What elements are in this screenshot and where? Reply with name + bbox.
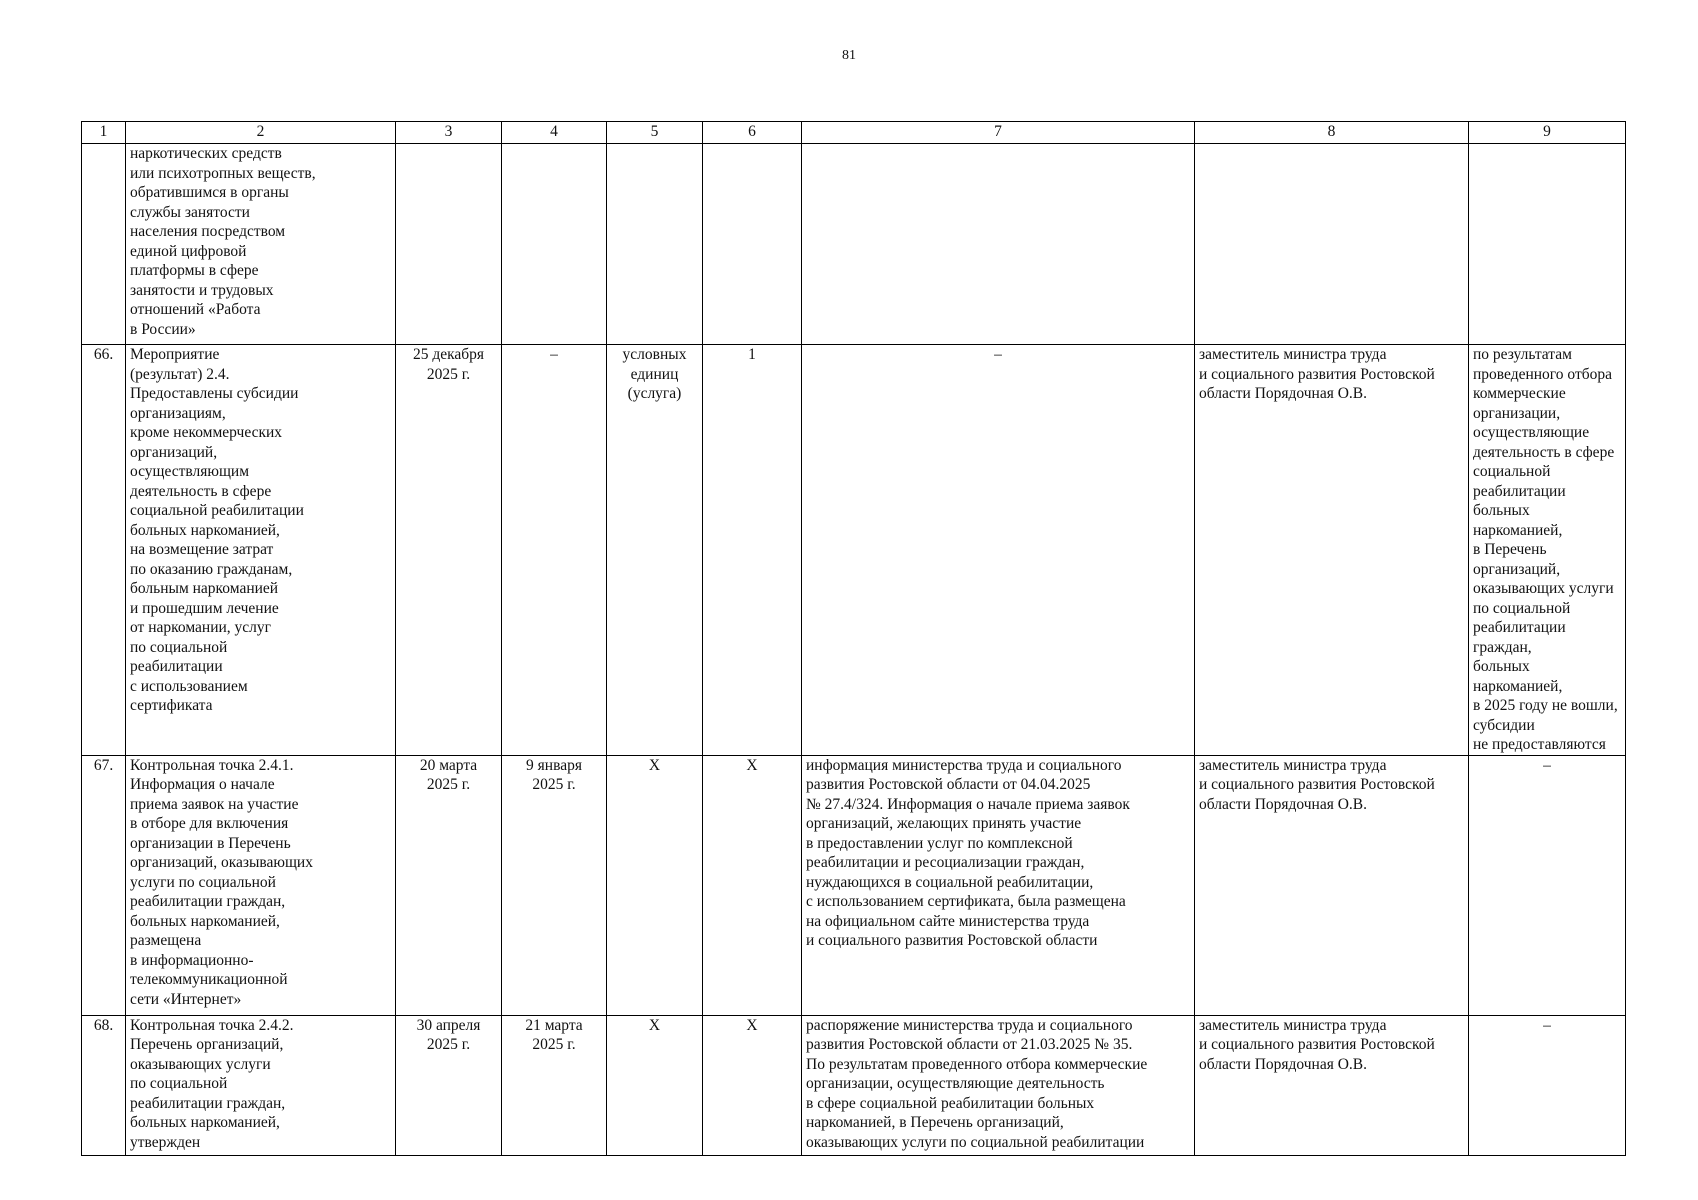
item-name-cell: Контрольная точка 2.4.2. Перечень организаций, оказывающих услуги по социальной реабилитации граждан, больных наркоманией, утвержден — [126, 1015, 396, 1155]
plan-date-cell — [396, 144, 502, 345]
actual-date-cell: 9 января 2025 г. — [502, 755, 607, 1015]
page-number: 81 — [842, 48, 856, 63]
header-cell: 5 — [607, 122, 703, 144]
plan-date-cell: 30 апреля 2025 г. — [396, 1015, 502, 1155]
actual-date-cell — [502, 144, 607, 345]
item-name-cell: Контрольная точка 2.4.1. Информация о начале приема заявок на участие в отборе для включения организации в Перечень организаций, оказывающих услуги по социальной реабилитации граждан, больных наркоманией, размещена в информационно- телекоммуникационной сети «Интернет» — [126, 755, 396, 1015]
note-cell: – — [1469, 1015, 1626, 1155]
header-cell: 2 — [126, 122, 396, 144]
item-name-cell: Мероприятие (результат) 2.4. Предоставлены субсидии организациям, кроме некоммерческих организаций, осуществляющим деятельность в сфере социальной реабилитации больных наркоманией, на возмещение затрат по оказанию гражданам, больным наркоманией и прошедшим лечение от наркомании, услуг по социальной реабилитации с использованием сертификата — [126, 345, 396, 756]
value-cell: X — [703, 755, 802, 1015]
plan-date-cell: 20 марта 2025 г. — [396, 755, 502, 1015]
info-cell: распоряжение министерства труда и социального развития Ростовской области от 21.03.2025 № 35. По результатам проведенного отбора коммерческие организации, осуществляющие деятельность в сфере социальной реабилитации больных наркоманией, в Перечень организаций, оказывающих услуги по социальной реабилитации — [802, 1015, 1195, 1155]
unit-cell: условных единиц (услуга) — [607, 345, 703, 756]
header-cell: 6 — [703, 122, 802, 144]
unit-cell: X — [607, 755, 703, 1015]
note-cell — [1469, 144, 1626, 345]
row-number-cell: 67. — [82, 755, 126, 1015]
plan-table — [81, 121, 1626, 1156]
value-cell: 1 — [703, 345, 802, 756]
header-cell: 8 — [1195, 122, 1469, 144]
unit-cell — [607, 144, 703, 345]
table-row — [82, 144, 1626, 345]
responsible-cell: заместитель министра труда и социального развития Ростовской области Порядочная О.В. — [1195, 345, 1469, 756]
responsible-cell: заместитель министра труда и социального развития Ростовской области Порядочная О.В. — [1195, 755, 1469, 1015]
item-name-cell: наркотических средств или психотропных веществ, обратившимся в органы службы занятости населения посредством единой цифровой платформы в сфере занятости и трудовых отношений «Работа в России» — [126, 144, 396, 345]
row-number-cell: 68. — [82, 1015, 126, 1155]
note-cell: по результатам проведенного отбора коммерческие организации, осуществляющие деятельность в сфере социальной реабилитации больных наркоманией, в Перечень организаций, оказывающих услуги по социальной реабилитации граждан, больных наркоманией, в 2025 году не вошли, субсидии не предоставляются — [1469, 345, 1626, 756]
header-cell: 1 — [82, 122, 126, 144]
header-cell: 4 — [502, 122, 607, 144]
table-row — [82, 1015, 1626, 1155]
row-number-cell — [82, 144, 126, 345]
info-cell: – — [802, 345, 1195, 756]
responsible-cell — [1195, 144, 1469, 345]
info-cell — [802, 144, 1195, 345]
actual-date-cell: – — [502, 345, 607, 756]
table-row — [82, 345, 1626, 756]
responsible-cell: заместитель министра труда и социального развития Ростовской области Порядочная О.В. — [1195, 1015, 1469, 1155]
info-cell: информация министерства труда и социального развития Ростовской области от 04.04.2025 № 27.4/324. Информация о начале приема заявок организаций, желающих принять участие в предоставлении услуг по комплексной реабилитации и ресоциализации граждан, нуждающихся в социальной реабилитации, с использованием сертификата, была размещена на официальном сайте министерства труда и социального развития Ростовской области — [802, 755, 1195, 1015]
header-cell: 3 — [396, 122, 502, 144]
header-cell: 7 — [802, 122, 1195, 144]
table-row — [82, 755, 1626, 1015]
note-cell: – — [1469, 755, 1626, 1015]
table-header-row — [82, 122, 1626, 144]
plan-date-cell: 25 декабря 2025 г. — [396, 345, 502, 756]
actual-date-cell: 21 марта 2025 г. — [502, 1015, 607, 1155]
unit-cell: X — [607, 1015, 703, 1155]
value-cell — [703, 144, 802, 345]
row-number-cell: 66. — [82, 345, 126, 756]
value-cell: X — [703, 1015, 802, 1155]
header-cell: 9 — [1469, 122, 1626, 144]
